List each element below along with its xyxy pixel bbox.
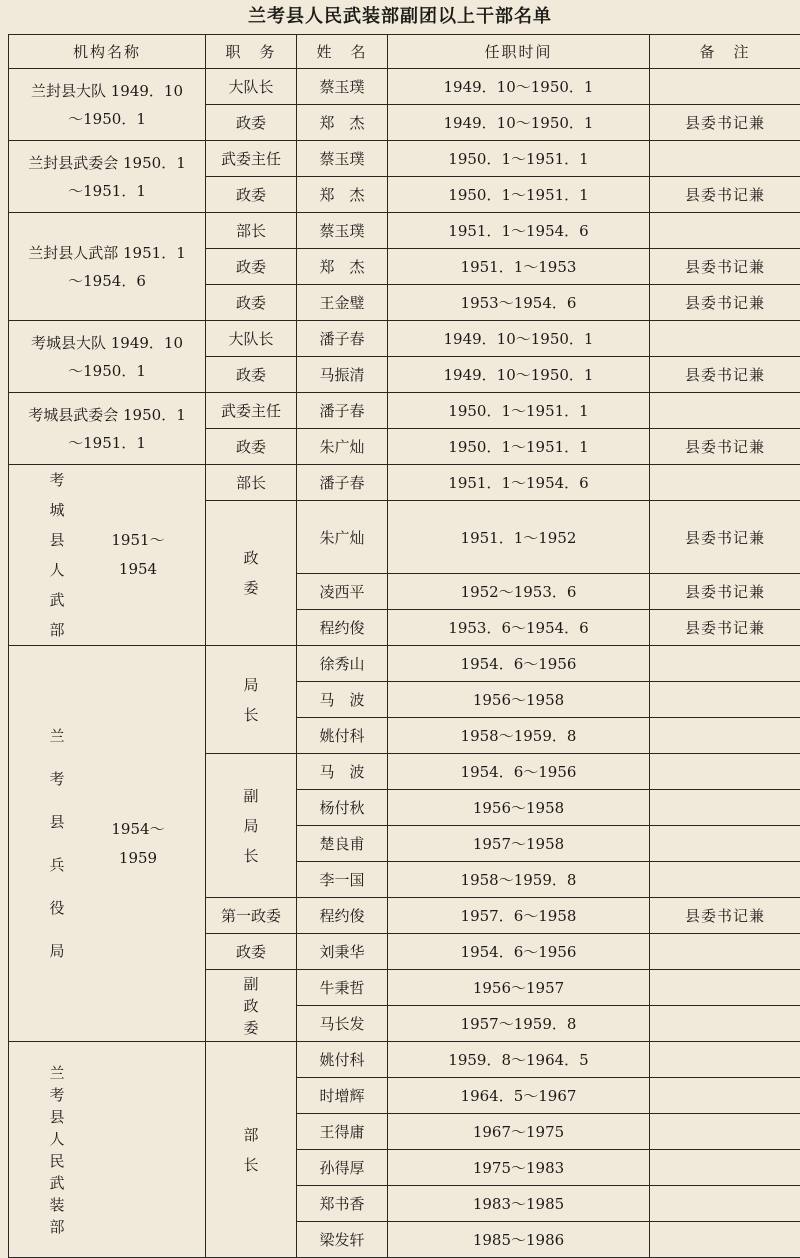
term-cell: 1964．5～1967: [388, 1078, 650, 1114]
column-header: 姓 名: [297, 35, 388, 69]
name-cell: 马长发: [297, 1006, 388, 1042]
position-cell: 局 长: [206, 646, 297, 754]
position-cell: 政委: [206, 429, 297, 465]
position-cell: 武委主任: [206, 393, 297, 429]
name-cell: 徐秀山: [297, 646, 388, 682]
table-row: [9, 321, 800, 357]
note-cell: [650, 970, 800, 1006]
name-cell: 马振清: [297, 357, 388, 393]
term-cell: 1956～1958: [388, 790, 650, 826]
name-cell: 郑 杰: [297, 249, 388, 285]
position-cell: 政委: [206, 285, 297, 321]
note-cell: [650, 1150, 800, 1186]
column-header: 职 务: [206, 35, 297, 69]
note-cell: [650, 141, 800, 177]
term-cell: 1949．10～1950．1: [388, 321, 650, 357]
term-cell: 1949．10～1950．1: [388, 357, 650, 393]
org-cell: 兰封县武委会 1950．1 ～1951．1: [9, 141, 206, 213]
note-cell: [650, 1078, 800, 1114]
note-cell: [650, 646, 800, 682]
header-row: [9, 35, 800, 69]
name-cell: 姚付科: [297, 1042, 388, 1078]
note-cell: [650, 1222, 800, 1258]
note-cell: 县委书记兼: [650, 357, 800, 393]
name-cell: 马 波: [297, 682, 388, 718]
position-cell: 政委: [206, 249, 297, 285]
column-header: 任职时间: [388, 35, 650, 69]
org-name: 兰考县人民武装部: [46, 1062, 68, 1238]
name-cell: 朱广灿: [297, 429, 388, 465]
term-cell: 1967～1975: [388, 1114, 650, 1150]
name-cell: 牛秉哲: [297, 970, 388, 1006]
org-period: 1951～1954: [108, 526, 168, 584]
position-cell: 政委: [206, 105, 297, 141]
term-cell: 1953～1954．6: [388, 285, 650, 321]
term-cell: 1951．1～1954．6: [388, 213, 650, 249]
name-cell: 蔡玉璞: [297, 69, 388, 105]
name-cell: 马 波: [297, 754, 388, 790]
position-cell: 大队长: [206, 69, 297, 105]
name-cell: 杨付秋: [297, 790, 388, 826]
name-cell: 郑 杰: [297, 105, 388, 141]
note-cell: [650, 321, 800, 357]
term-cell: 1950．1～1951．1: [388, 177, 650, 213]
term-cell: 1985～1986: [388, 1222, 650, 1258]
table-row: [9, 69, 800, 105]
column-header: 机构名称: [9, 35, 206, 69]
org-cell: 考城县大队 1949．10 ～1950．1: [9, 321, 206, 393]
name-cell: 潘子春: [297, 321, 388, 357]
name-cell: 郑书香: [297, 1186, 388, 1222]
note-cell: 县委书记兼: [650, 610, 800, 646]
name-cell: 楚良甫: [297, 826, 388, 862]
org-cell: 考城县武委会 1950．1 ～1951．1: [9, 393, 206, 465]
table-row: [9, 646, 800, 682]
note-cell: 县委书记兼: [650, 501, 800, 574]
term-cell: 1950．1～1951．1: [388, 141, 650, 177]
name-cell: 蔡玉璞: [297, 141, 388, 177]
term-cell: 1956～1958: [388, 682, 650, 718]
org-cell: [9, 646, 206, 1042]
term-cell: 1975～1983: [388, 1150, 650, 1186]
position-cell: 第一政委: [206, 898, 297, 934]
note-cell: [650, 69, 800, 105]
term-cell: 1951．1～1952: [388, 501, 650, 574]
name-cell: 朱广灿: [297, 501, 388, 574]
org-name: 考城县人武部: [46, 465, 68, 645]
org-name: 兰考县兵役局: [46, 715, 68, 973]
note-cell: 县委书记兼: [650, 898, 800, 934]
note-cell: [650, 682, 800, 718]
name-cell: 潘子春: [297, 393, 388, 429]
position-cell: 政委: [206, 177, 297, 213]
position-cell: 部长: [206, 465, 297, 501]
term-cell: 1957．6～1958: [388, 898, 650, 934]
table-row: [9, 141, 800, 177]
name-cell: 郑 杰: [297, 177, 388, 213]
column-header: 备 注: [650, 35, 800, 69]
term-cell: 1958～1959．8: [388, 862, 650, 898]
term-cell: 1952～1953．6: [388, 574, 650, 610]
note-cell: [650, 862, 800, 898]
note-cell: [650, 465, 800, 501]
term-cell: 1956～1957: [388, 970, 650, 1006]
name-cell: 潘子春: [297, 465, 388, 501]
org-cell: 兰封县大队 1949．10 ～1950．1: [9, 69, 206, 141]
term-cell: 1949．10～1950．1: [388, 105, 650, 141]
name-cell: 刘秉华: [297, 934, 388, 970]
name-cell: 王金璧: [297, 285, 388, 321]
position-cell: 副 局 长: [206, 754, 297, 898]
term-cell: 1950．1～1951．1: [388, 393, 650, 429]
note-cell: [650, 393, 800, 429]
table-row: [9, 465, 800, 501]
name-cell: 程约俊: [297, 898, 388, 934]
table-row: [9, 393, 800, 429]
term-cell: 1957～1958: [388, 826, 650, 862]
position-cell: 政 委: [206, 501, 297, 646]
name-cell: 姚付科: [297, 718, 388, 754]
note-cell: [650, 826, 800, 862]
note-cell: [650, 1114, 800, 1150]
name-cell: 程约俊: [297, 610, 388, 646]
table-row: [9, 213, 800, 249]
term-cell: 1957～1959．8: [388, 1006, 650, 1042]
note-cell: 县委书记兼: [650, 177, 800, 213]
term-cell: 1950．1～1951．1: [388, 429, 650, 465]
org-cell: [9, 1042, 206, 1258]
org-cell: [9, 465, 206, 646]
note-cell: [650, 790, 800, 826]
note-cell: [650, 718, 800, 754]
term-cell: 1983～1985: [388, 1186, 650, 1222]
page-title: 兰考县人民武装部副团以上干部名单: [0, 4, 800, 30]
name-cell: 凌西平: [297, 574, 388, 610]
term-cell: 1951．1～1953: [388, 249, 650, 285]
term-cell: 1954．6～1956: [388, 934, 650, 970]
org-period: 1954～1959: [108, 815, 168, 873]
note-cell: 县委书记兼: [650, 429, 800, 465]
note-cell: 县委书记兼: [650, 105, 800, 141]
position-cell: 政委: [206, 934, 297, 970]
name-cell: 时增辉: [297, 1078, 388, 1114]
term-cell: 1951．1～1954．6: [388, 465, 650, 501]
term-cell: 1954．6～1956: [388, 646, 650, 682]
note-cell: 县委书记兼: [650, 285, 800, 321]
note-cell: [650, 1006, 800, 1042]
term-cell: 1954．6～1956: [388, 754, 650, 790]
table-row: [9, 1042, 800, 1078]
note-cell: [650, 754, 800, 790]
position-cell: 政委: [206, 357, 297, 393]
name-cell: 梁发轩: [297, 1222, 388, 1258]
note-cell: [650, 1186, 800, 1222]
name-cell: 王得庸: [297, 1114, 388, 1150]
term-cell: 1958～1959．8: [388, 718, 650, 754]
position-cell: 部 长: [206, 1042, 297, 1258]
position-cell: 副 政 委: [206, 970, 297, 1042]
position-cell: 武委主任: [206, 141, 297, 177]
note-cell: [650, 934, 800, 970]
name-cell: 李一国: [297, 862, 388, 898]
position-cell: 大队长: [206, 321, 297, 357]
note-cell: 县委书记兼: [650, 574, 800, 610]
org-cell: 兰封县人武部 1951．1 ～1954．6: [9, 213, 206, 321]
name-cell: 孙得厚: [297, 1150, 388, 1186]
name-cell: 蔡玉璞: [297, 213, 388, 249]
term-cell: 1959．8～1964．5: [388, 1042, 650, 1078]
position-cell: 部长: [206, 213, 297, 249]
note-cell: [650, 1042, 800, 1078]
note-cell: [650, 213, 800, 249]
term-cell: 1949．10～1950．1: [388, 69, 650, 105]
note-cell: 县委书记兼: [650, 249, 800, 285]
term-cell: 1953．6～1954．6: [388, 610, 650, 646]
cadre-table: [8, 34, 800, 1258]
